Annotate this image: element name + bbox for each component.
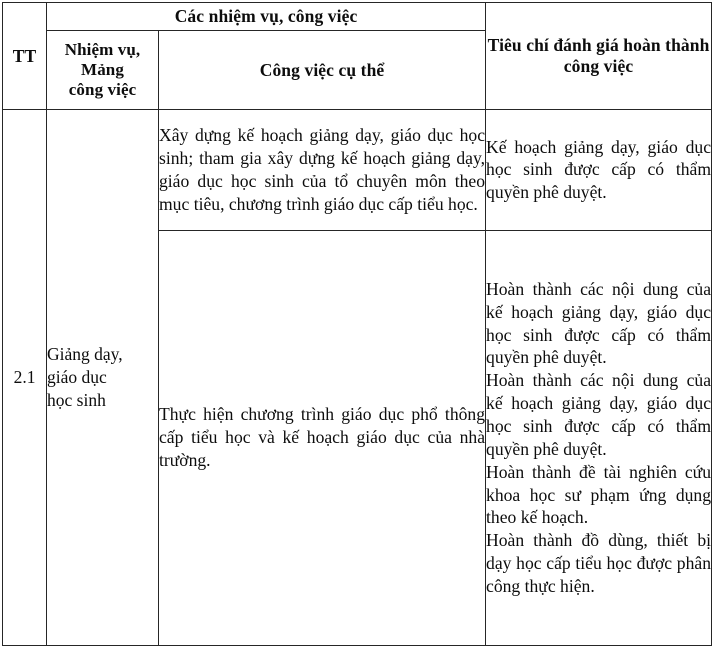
row-criteria-cell: Kế hoạch giảng dạy, giáo dục học sinh được cấp có thẩm quyền phê duyệt. <box>486 110 712 231</box>
header-cell-task-detail: Công việc cụ thể <box>159 30 486 109</box>
row-area-line-3: học sinh <box>47 389 106 410</box>
criteria-paragraph: Hoàn thành các nội dung của kế hoạch giảng dạy, giáo dục học sinh được cấp có thẩm quyền phê duyệt. <box>486 278 712 368</box>
header-cell-tt: TT <box>3 3 47 110</box>
criteria-paragraph: Hoàn thành đồ dùng, thiết bị dạy học cấp tiểu học được phân công thực hiện. <box>486 530 712 596</box>
header-cell-task-group: Các nhiệm vụ, công việc <box>47 3 486 31</box>
row-task-cell: Xây dựng kế hoạch giảng dạy, giáo dục học sinh; tham gia xây dựng kế hoạch giảng dạy, giáo dục học sinh của tổ chuyên môn theo mục tiêu, chương trình giáo dục cấp tiểu học. <box>159 110 486 231</box>
row-area-line-2: giáo dục <box>47 367 107 388</box>
table-row <box>3 110 712 231</box>
criteria-paragraph: Hoàn thành các nội dung của kế hoạch giảng dạy, giáo dục học sinh được cấp có thẩm quyền phê duyệt. <box>486 370 712 459</box>
table-header-row-top <box>3 3 712 31</box>
row-area-line-1: Giảng dạy, <box>47 344 123 365</box>
header-cell-area <box>47 30 159 109</box>
header-area-line-3: công việc <box>68 80 137 100</box>
header-area-line-2: Mảng <box>81 60 124 79</box>
criteria-paragraph: Hoàn thành đề tài nghiên cứu khoa học sư phạm ứng dụng theo kế hoạch. <box>486 461 712 528</box>
row-task-cell: Thực hiện chương trình giáo dục phổ thông cấp tiểu học và kế hoạch giáo dục của nhà trường. <box>159 230 486 645</box>
row-area-cell <box>47 110 159 646</box>
row-number-cell: 2.1 <box>3 110 47 646</box>
header-area-line-1: Nhiệm vụ, <box>64 39 141 59</box>
row-criteria-cell <box>486 230 712 645</box>
criteria-table <box>2 2 712 646</box>
header-cell-criteria: Tiêu chí đánh giá hoàn thành công việc <box>486 3 712 110</box>
